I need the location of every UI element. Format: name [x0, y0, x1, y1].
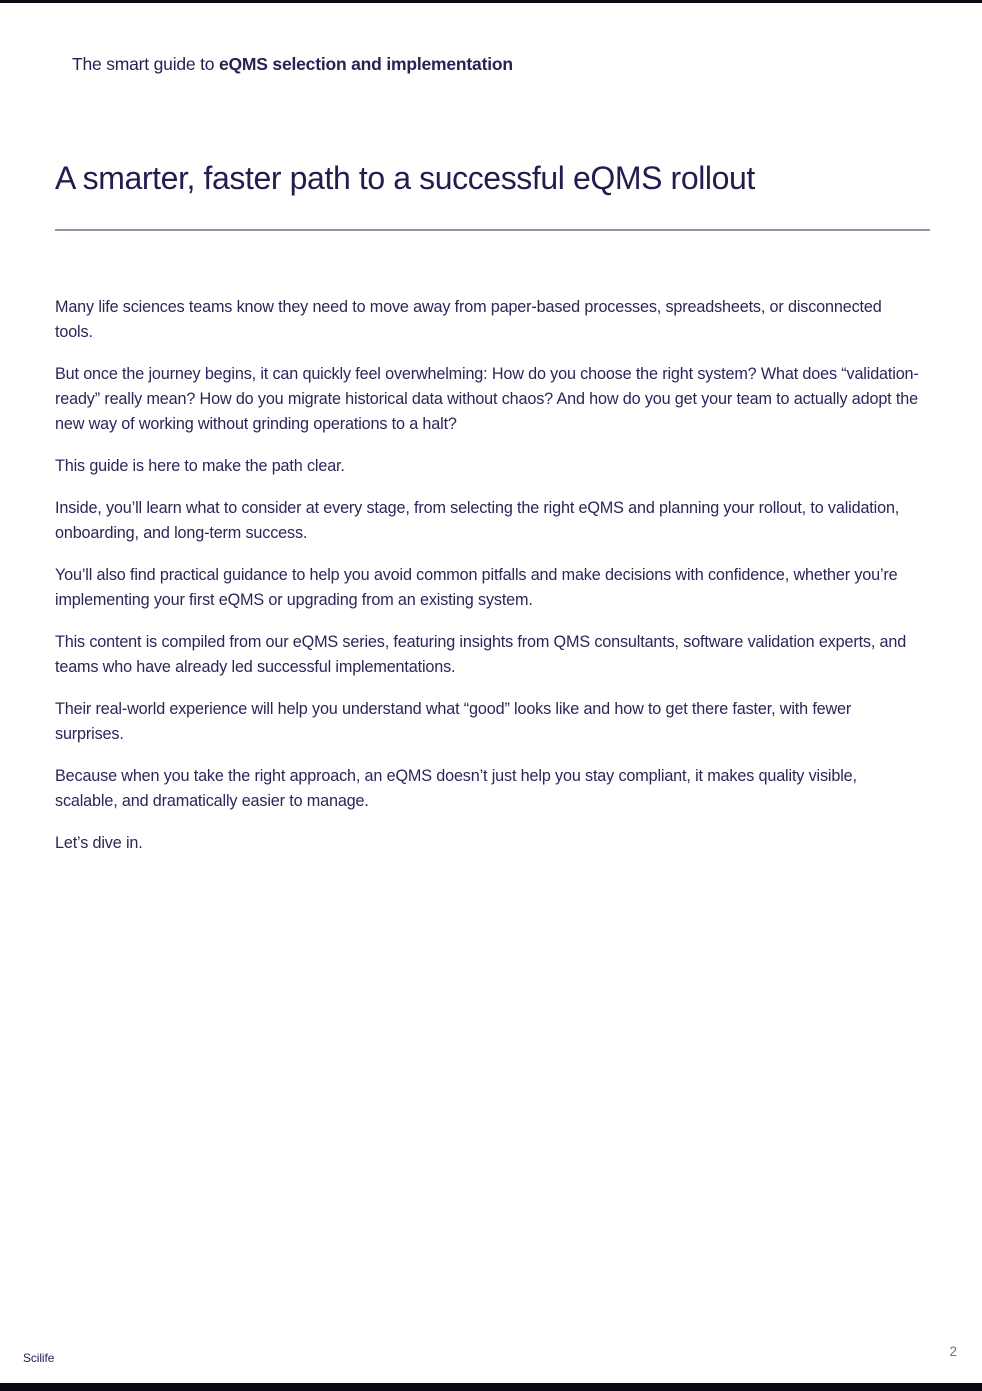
- body-paragraph: This guide is here to make the path clear.: [55, 457, 345, 475]
- body-paragraph: Because when you take the right approach, an eQMS doesn’t just help you stay compliant, it makes quality visible, scalable, and dramatically easier to manage.: [55, 767, 857, 810]
- body-paragraph: Many life sciences teams know they need to move away from paper-based processes, spreadsheets, or disconnected tools.: [55, 298, 882, 341]
- body-content: [55, 295, 923, 873]
- body-paragraph: Their real-world experience will help you understand what “good” looks like and how to get there faster, with fewer surprises.: [55, 700, 852, 743]
- title-divider: [55, 229, 930, 231]
- page-title: A smarter, faster path to a successful eQMS rollout: [55, 160, 755, 196]
- footer-brand: Scilife: [23, 1351, 55, 1365]
- body-paragraph: You’ll also find practical guidance to help you avoid common pitfalls and make decisions with confidence, whether you’re implementing your first eQMS or upgrading from an existing system.: [55, 566, 898, 609]
- running-header-guide-name: eQMS selection and implementation: [218, 54, 513, 74]
- running-header: [72, 54, 513, 75]
- page-number: 2: [949, 1344, 957, 1359]
- running-header-prefix: The smart guide to: [72, 54, 219, 74]
- body-paragraph: But once the journey begins, it can quickly feel overwhelming: How do you choose the right system? What does “validation-ready” really mean? How do you migrate historical data without chaos? And how do you get your team to actually adopt the new way of working without grinding operations to a halt?: [55, 365, 919, 433]
- body-paragraph: Let’s dive in.: [55, 834, 143, 852]
- top-border: [0, 0, 982, 3]
- body-paragraph: Inside, you’ll learn what to consider at every stage, from selecting the right eQMS and planning your rollout, to validation, onboarding, and long-term success.: [55, 499, 900, 542]
- body-paragraph: This content is compiled from our eQMS series, featuring insights from QMS consultants, software validation experts, and teams who have already led successful implementations.: [55, 633, 907, 676]
- bottom-border: [0, 1383, 982, 1391]
